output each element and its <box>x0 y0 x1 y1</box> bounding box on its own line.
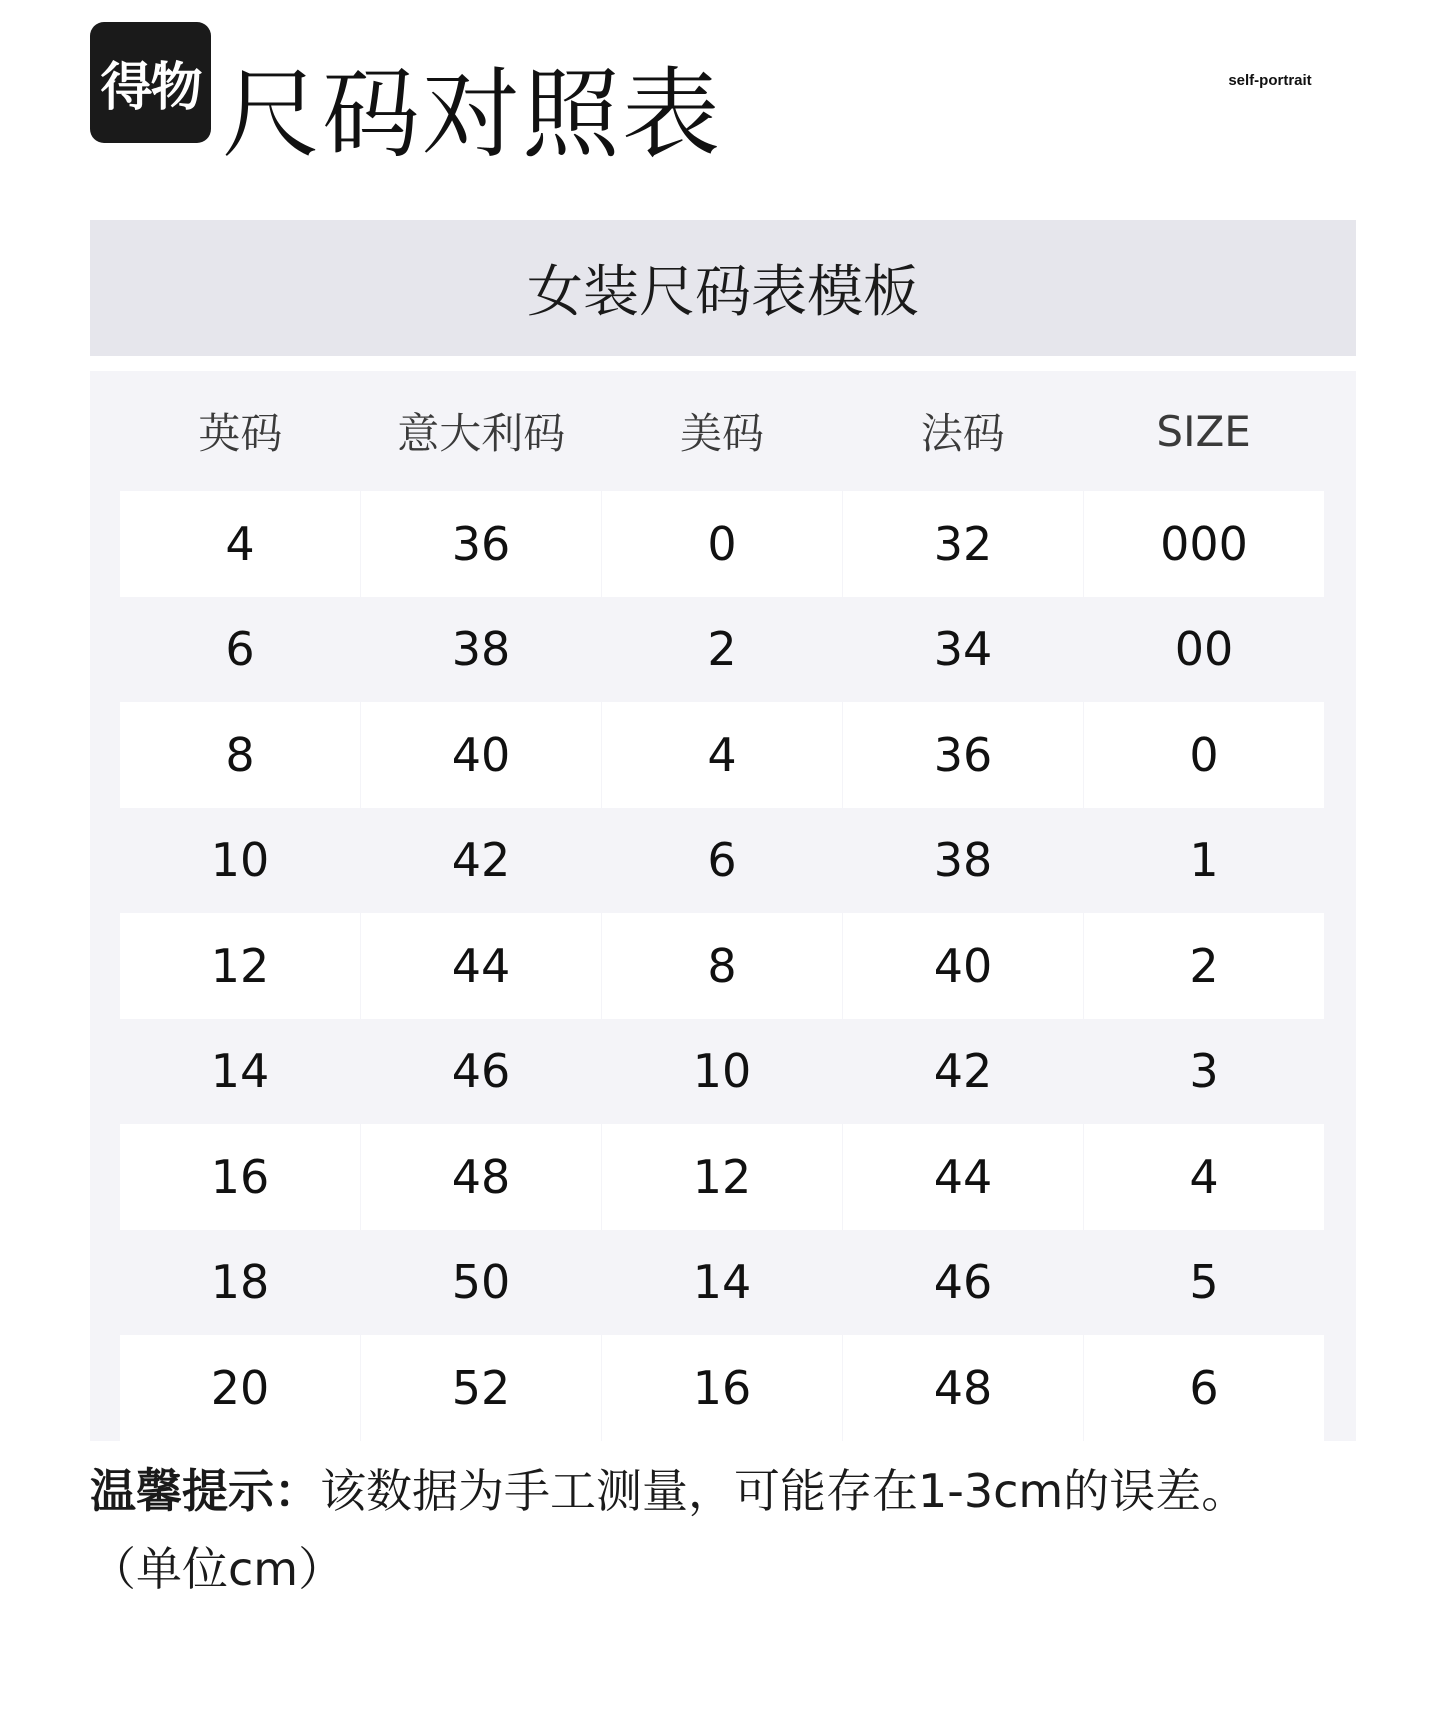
table-cell: 000 <box>1084 491 1324 597</box>
table-row <box>120 808 1324 914</box>
note-label: 温馨提示： <box>90 1464 320 1518</box>
note-unit: （单位cm） <box>90 1542 345 1596</box>
table-row <box>120 1019 1324 1125</box>
table-cell: 44 <box>843 1124 1083 1230</box>
page-title: 尺码对照表 <box>222 58 723 172</box>
table-cell: 4 <box>602 702 842 808</box>
table-cell: 8 <box>120 702 360 808</box>
brand-name: self-portrait <box>1228 72 1312 89</box>
table-row <box>120 913 1324 1019</box>
table-cell: 12 <box>602 1124 842 1230</box>
table-row <box>120 1335 1324 1441</box>
table-cell: 10 <box>210 833 270 888</box>
header-size: SIZE <box>1156 406 1251 456</box>
table-row <box>120 491 1324 597</box>
table-cell: 36 <box>361 491 601 597</box>
table-cell: 42 <box>933 1044 993 1099</box>
table-cell: 0 <box>1084 702 1324 808</box>
table-cell: 32 <box>843 491 1083 597</box>
header-france-size: 法码 <box>920 409 1005 458</box>
table-cell: 38 <box>933 833 993 888</box>
table-cell: 3 <box>1189 1044 1219 1099</box>
table-cell: 40 <box>361 702 601 808</box>
table-cell: 8 <box>602 913 842 1019</box>
size-table <box>90 371 1356 1441</box>
header-uk-size: 英码 <box>198 409 283 458</box>
table-cell: 16 <box>120 1124 360 1230</box>
table-cell: 6 <box>1084 1335 1324 1441</box>
table-cell: 40 <box>843 913 1083 1019</box>
table-cell: 20 <box>120 1335 360 1441</box>
table-cell: 14 <box>210 1044 270 1099</box>
table-cell: 48 <box>843 1335 1083 1441</box>
logo-text: 得物 <box>100 58 201 118</box>
table-header-row <box>120 371 1324 491</box>
table-cell: 0 <box>602 491 842 597</box>
table-cell: 50 <box>451 1255 511 1310</box>
table-cell: 2 <box>1084 913 1324 1019</box>
table-cell: 6 <box>707 833 737 888</box>
table-row <box>120 597 1324 703</box>
header-italy-size: 意大利码 <box>397 409 566 458</box>
table-cell: 16 <box>602 1335 842 1441</box>
table-row <box>120 702 1324 808</box>
table-cell: 4 <box>120 491 360 597</box>
table-cell: 5 <box>1189 1255 1219 1310</box>
table-cell: 44 <box>361 913 601 1019</box>
table-body <box>120 491 1324 1441</box>
table-cell: 4 <box>1084 1124 1324 1230</box>
table-cell: 46 <box>933 1255 993 1310</box>
table-cell: 6 <box>225 622 255 677</box>
table-row <box>120 1124 1324 1230</box>
table-cell: 14 <box>692 1255 752 1310</box>
table-cell: 36 <box>843 702 1083 808</box>
size-table-title: 女装尺码表模板 <box>90 220 1356 356</box>
measurement-note <box>90 1452 1380 1608</box>
table-cell: 12 <box>120 913 360 1019</box>
table-cell: 34 <box>933 622 993 677</box>
table-cell: 52 <box>361 1335 601 1441</box>
table-cell: 48 <box>361 1124 601 1230</box>
table-cell: 46 <box>451 1044 511 1099</box>
dewu-logo <box>90 22 211 143</box>
header-us-size: 美码 <box>679 409 764 458</box>
note-text: 该数据为手工测量，可能存在1-3cm的误差。 <box>320 1464 1248 1518</box>
table-cell: 18 <box>210 1255 270 1310</box>
table-cell: 38 <box>451 622 511 677</box>
table-cell: 42 <box>451 833 511 888</box>
table-cell: 00 <box>1174 622 1234 677</box>
table-row <box>120 1230 1324 1336</box>
table-cell: 2 <box>707 622 737 677</box>
table-cell: 1 <box>1189 833 1219 888</box>
table-cell: 10 <box>692 1044 752 1099</box>
